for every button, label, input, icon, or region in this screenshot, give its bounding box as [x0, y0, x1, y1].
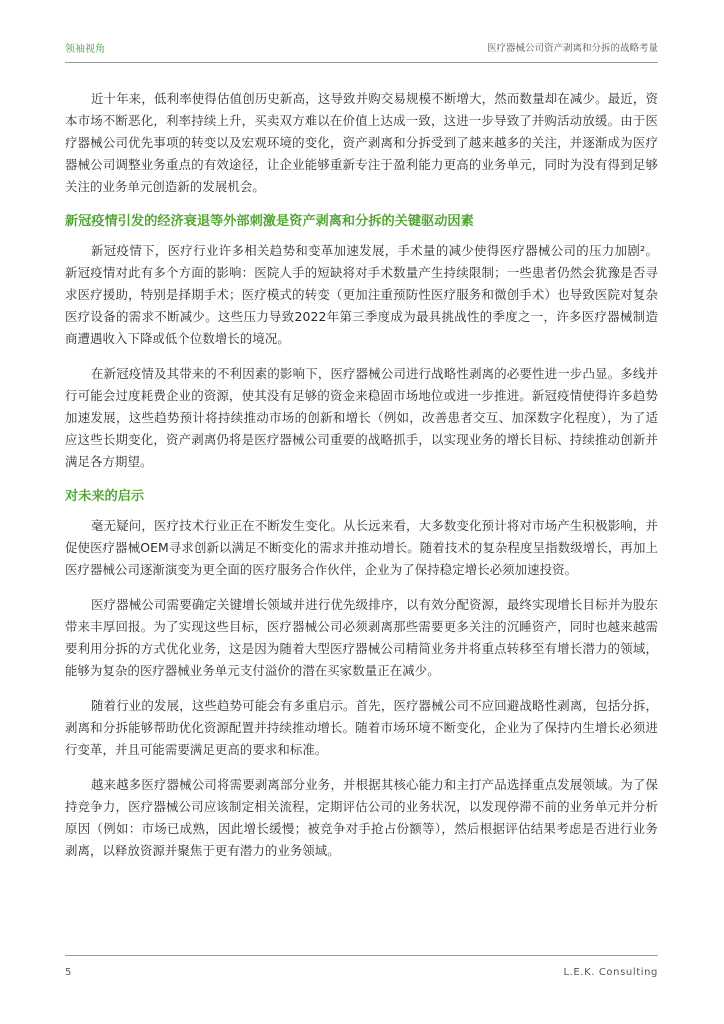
- section-heading-implications: 对未来的启示: [65, 489, 145, 504]
- paragraph-industry-change: 毫无疑问，医疗技术行业正在不断发生变化。从长远来看，大多数变化预计将对市场产生积极影响，并促使医疗器械OEM寻求创新以满足不断变化的需求并推动增长。随着技术的复杂程度呈指数级增长，再加上医疗器械公司逐渐演变为更全面的医疗服务合作伙伴，企业为了保持稳定增长必须加速投资。: [65, 518, 658, 577]
- footer-brand: L.E.K. Consulting: [563, 967, 658, 978]
- paragraph-implications: 随着行业的发展，这些趋势可能会有多重启示。首先，医疗器械公司不应回避战略性剥离，包括分拆，剥离和分拆能够帮助优化资源配置并持续推动增长。随着市场环境不断变化，企业为了保持内生增长必须进行变革，并且可能需要满足更高的要求和标准。: [65, 698, 658, 757]
- paragraph-strategic-divestiture: 在新冠疫情及其带来的不利因素的影响下，医疗器械公司进行战略性剥离的必要性进一步凸显。多线并行可能会过度耗费企业的资源，使其没有足够的资金来稳固市场地位或进一步推进。新冠疫情使得许多趋势加速发展，这些趋势预计将持续推动市场的创新和增长（例如，改善患者交互、加深数字化程度），为了适应这些长期变化，资产剥离仍将是医疗器械公司重要的战略抓手，以实现业务的增长目标、持续推动创新并满足各方期望。: [65, 366, 658, 469]
- page-number: 5: [65, 967, 72, 978]
- header-section-label: 领袖视角: [65, 44, 105, 55]
- header-report-title: 医疗器械公司资产剥离和分拆的战略考量: [486, 43, 658, 54]
- paragraph-growth-priorities: 医疗器械公司需要确定关键增长领域并进行优先级排序，以有效分配资源，最终实现增长目标并为股东带来丰厚回报。为了实现这些目标，医疗器械公司必须剥离那些需要更多关注的沉睡资产，同时也越来越需要利用分拆的方式优化业务，这是因为随着大型医疗器械公司精简业务并将重点转移至有增长潜力的领域，能够为复杂的医疗器械业务单元支付溢价的潜在买家数量正在减少。: [65, 597, 658, 678]
- paragraph-intro: 近十年来，低利率使得估值创历史新高，这导致并购交易规模不断增大，然而数量却在减少。最近，资本市场不断恶化，利率持续上升，买卖双方难以在价值上达成一致，这进一步导致了并购活动放缓。由于医疗器械公司优先事项的转变以及宏观环境的变化，资产剥离和分拆受到了越来越多的关注，并逐渐成为医疗器械公司调整业务重点的有效途径，让企业能够重新专注于盈利能力更高的业务单元，同时为没有得到足够关注的业务单元创造新的发展机会。: [65, 91, 658, 194]
- document-body: [65, 88, 658, 875]
- paragraph-covid-impact: 新冠疫情下，医疗行业许多相关趋势和变革加速发展，手术量的减少使得医疗器械公司的压力加剧²。新冠疫情对此有多个方面的影响：医院人手的短缺将对手术数量产生持续限制；一些患者仍然会犹豫是否寻求医疗援助，特别是择期手术；医疗模式的转变（更加注重预防性医疗服务和微创手术）也导致医院对复杂医疗设备的需求不断减少。这些压力导致2022年第三季度成为最具挑战性的季度之一，许多医疗器械制造商遭遇收入下降或低个位数增长的境况。: [65, 243, 658, 346]
- section-heading-drivers: 新冠疫情引发的经济衰退等外部刺激是资产剥离和分拆的关键驱动因素: [65, 214, 474, 229]
- header-divider: [65, 62, 658, 63]
- footer-divider: [65, 955, 658, 956]
- running-header: [65, 40, 658, 60]
- paragraph-recommendation: 越来越多医疗器械公司将需要剥离部分业务，并根据其核心能力和主打产品选择重点发展领域。为了保持竞争力，医疗器械公司应该制定相关流程，定期评估公司的业务状况，以发现停滞不前的业务单元并分析原因（例如：市场已成熟，因此增长缓慢；被竞争对手抢占份额等），然后根据评估结果考虑是否进行业务剥离，以释放资源并聚焦于更有潜力的业务领域。: [65, 777, 658, 858]
